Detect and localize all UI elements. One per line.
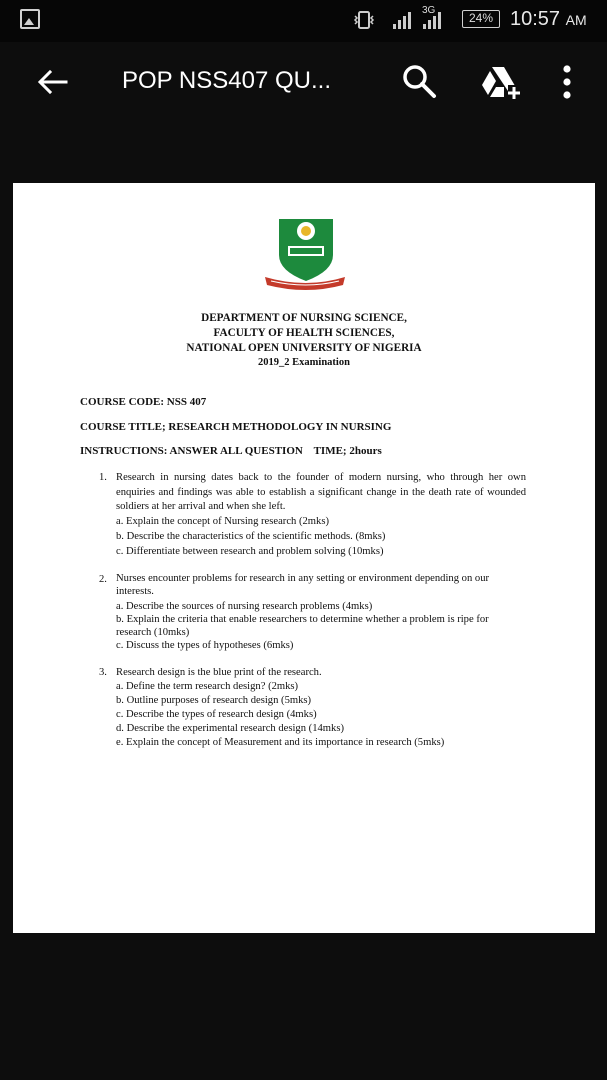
question-2-number: 2. [99,574,107,585]
question-3-part-c: c. Describe the types of research design (4mks) [116,709,317,720]
question-3-part-d: d. Describe the experimental research design (14mks) [116,723,344,734]
drive-add-icon[interactable] [478,63,522,103]
question-1-part-a: a. Explain the concept of Nursing research (2mks) [116,516,329,527]
question-2-part-c: c. Discuss the types of hypotheses (6mks) [116,640,294,651]
app-bar [0,42,607,122]
back-arrow-icon[interactable] [36,68,68,96]
header-department: DEPARTMENT OF NURSING SCIENCE, [201,312,407,324]
question-2-part-b: b. Explain the criteria that enable researchers to determine whether a problem is ripe for research (10mks) [116,614,489,638]
document-page[interactable] [13,183,595,933]
question-3-part-e: e. Explain the concept of Measurement and its importance in research (5mks) [116,737,445,748]
question-2-text: Nurses encounter problems for research in any setting or environment depending on our interests. [116,573,490,597]
question-3-part-a: a. Define the term research design? (2mks) [116,681,299,692]
signal-icon [422,10,444,30]
battery-icon [462,10,500,28]
question-3-part-b: b. Outline purposes of research design (5mks) [116,695,312,706]
university-crest-logo [263,215,347,291]
course-title: COURSE TITLE; RESEARCH METHODOLOGY IN NURSING [80,421,392,433]
question-3-text: Research design is the blue print of the research. [116,667,322,678]
instructions [80,445,382,457]
vibrate-icon [352,10,376,30]
gallery-icon [20,9,40,29]
signal-icon [392,10,414,30]
exam-time: TIME; 2hours [313,445,382,457]
course-code: COURSE CODE: NSS 407 [80,396,207,408]
header-exam: 2019_2 Examination [258,357,350,368]
header-university: NATIONAL OPEN UNIVERSITY OF NIGERIA [186,342,422,354]
more-vert-icon[interactable] [560,64,574,100]
question-1-number: 1. [99,472,107,483]
question-3-number: 3. [99,667,107,678]
instructions-text: INSTRUCTIONS: ANSWER ALL QUESTION [80,445,303,457]
clock-ampm: AM [565,12,587,28]
question-1-part-c: c. Differentiate between research and problem solving (10mks) [116,546,384,557]
header-faculty: FACULTY OF HEALTH SCIENCES, [213,327,395,339]
question-2-part-a: a. Describe the sources of nursing research problems (4mks) [116,601,373,612]
clock [510,8,587,31]
clock-time: 10:57 [510,8,561,30]
network-type-label: 3G [422,5,436,16]
search-icon[interactable] [401,63,437,99]
question-1-text: Research in nursing dates back to the founder of modern nursing, who through her own enquiries and findings was able to establish a significant change in the death rate of wounded soldiers at her arrival and when she left. [116,472,526,512]
document-title: POP NSS407 QU... [122,67,331,94]
status-bar [0,0,607,42]
battery-level: 24% [468,11,494,25]
question-1-part-b: b. Describe the characteristics of the scientific methods. (8mks) [116,531,386,542]
